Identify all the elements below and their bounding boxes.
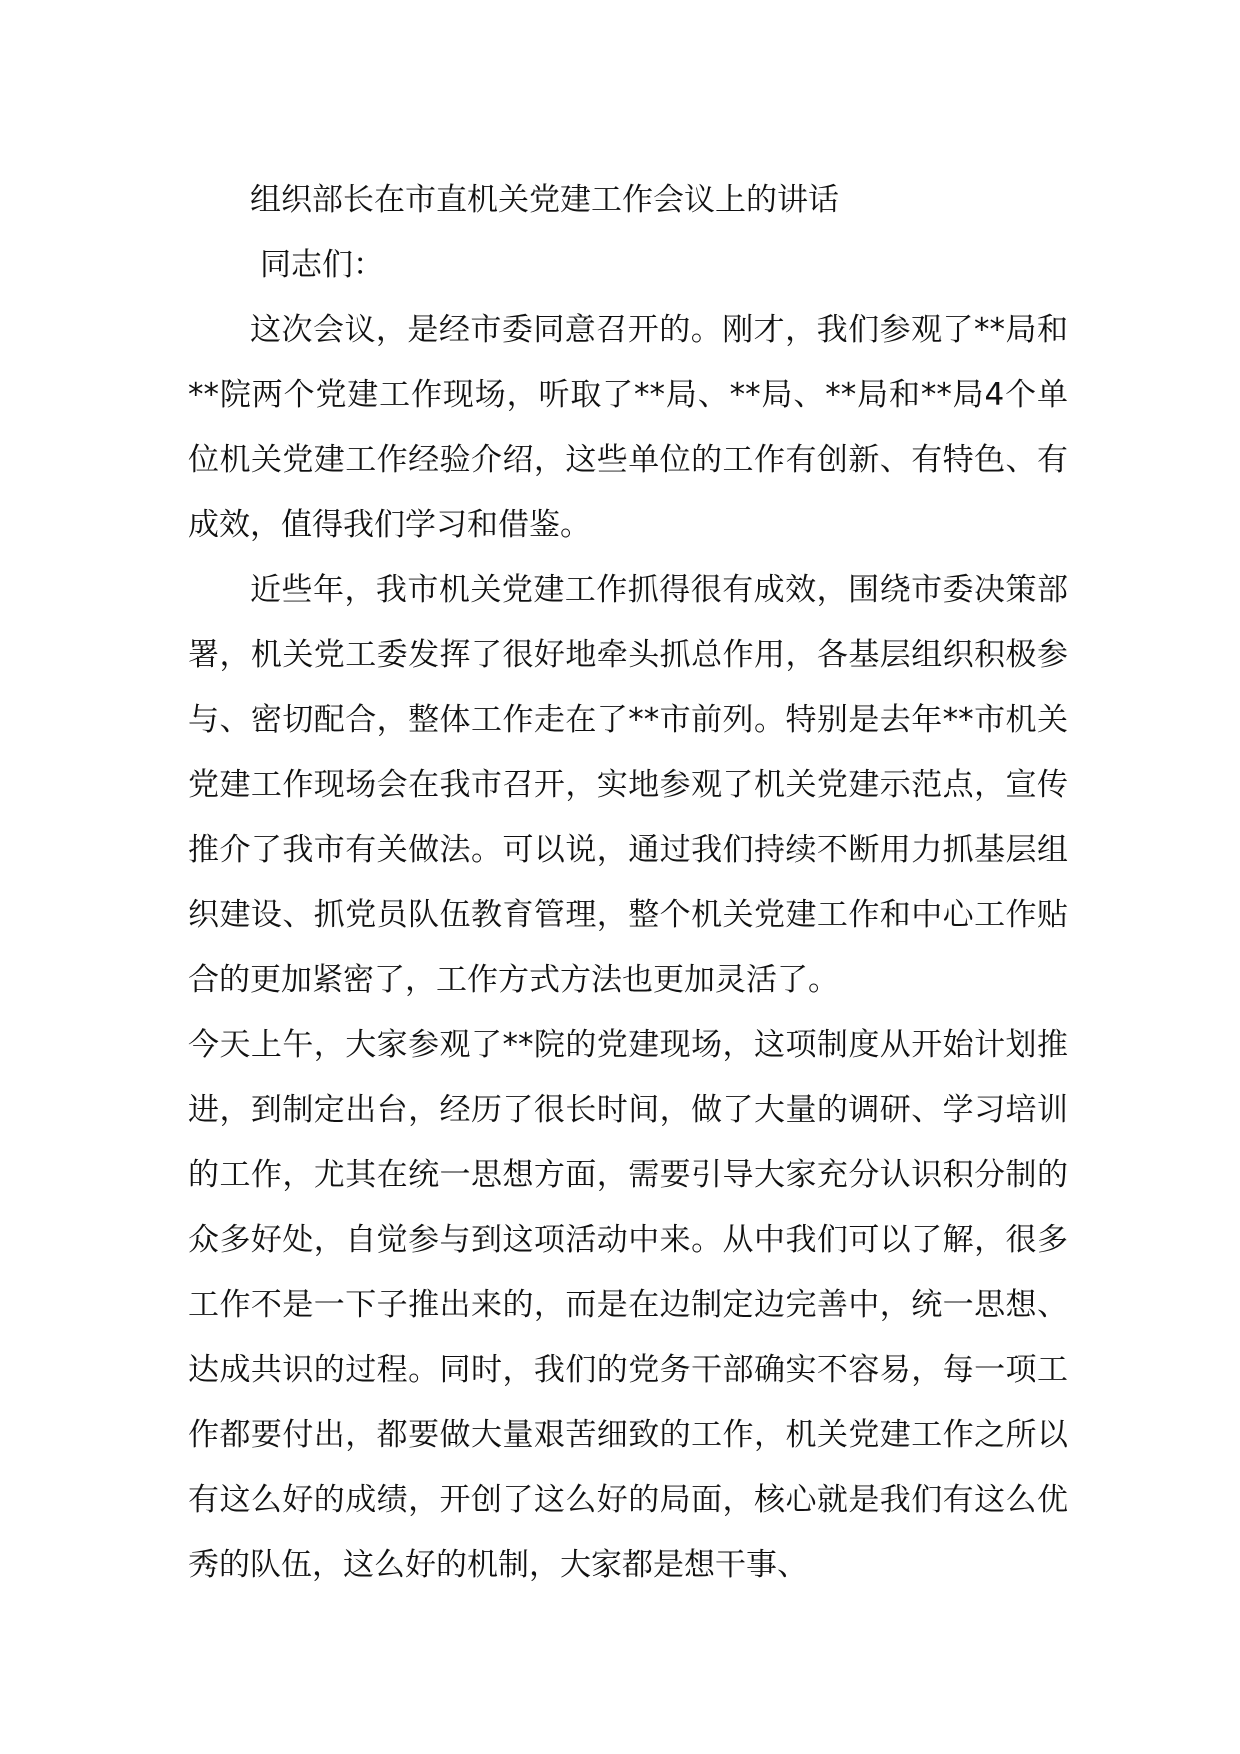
- paragraph-3: 今天上午，大家参观了**院的党建现场，这项制度从开始计划推进，到制定出台，经历了很长时间，做了大量的调研、学习培训的工作，尤其在统一思想方面，需要引导大家充分认识积分制的众多好处，自觉参与到这项活动中来。从中我们可以了解，很多工作不是一下子推出来的，而是在边制定边完善中，统一思想、达成共识的过程。同时，我们的党务干部确实不容易，每一项工作都要付出，都要做大量艰苦细致的工作，机关党建工作之所以有这么好的成绩，开创了这么好的局面，核心就是我们有这么优秀的队伍，这么好的机制，大家都是想干事、: [188, 1027, 1068, 1583]
- document-title: 组织部长在市直机关党建工作会议上的讲话: [250, 182, 839, 218]
- paragraph-2: 近些年，我市机关党建工作抓得很有成效，围绕市委决策部署，机关党工委发挥了很好地牵头抓总作用，各基层组织积极参与、密切配合，整体工作走在了**市前列。特别是去年**市机关党建工作现场会在我市召开，实地参观了机关党建示范点，宣传推介了我市有关做法。可以说，通过我们持续不断用力抓基层组织建设、抓党员队伍教育管理，整个机关党建工作和中心工作贴合的更加紧密了，工作方式方法也更加灵活了。: [188, 572, 1068, 998]
- document-body: [188, 168, 1068, 1598]
- paragraph-1: 这次会议，是经市委同意召开的。刚才，我们参观了**局和**院两个党建工作现场，听取了**局、**局、**局和**局4个单位机关党建工作经验介绍，这些单位的工作有创新、有特色、有成效，值得我们学习和借鉴。: [188, 312, 1068, 543]
- salutation: 同志们：: [260, 247, 384, 283]
